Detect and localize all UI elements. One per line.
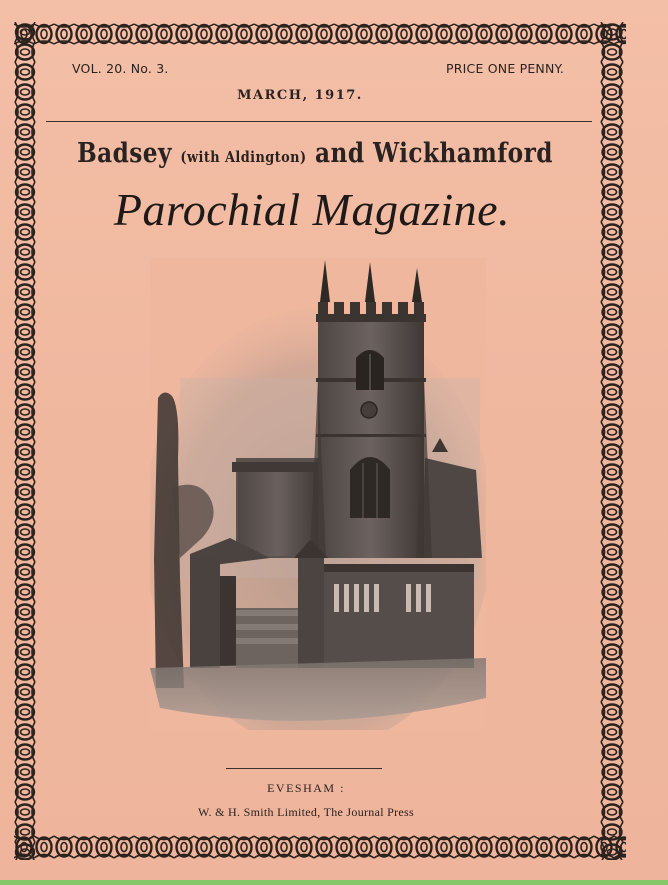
scan-edge-strip: [0, 880, 668, 885]
title-parish-a: Badsey: [77, 138, 172, 169]
church-illustration-svg: [150, 258, 486, 730]
ornament-right-svg: [598, 22, 626, 860]
title-aside: (with Aldington): [180, 148, 307, 166]
ornamental-border-left: [12, 22, 38, 860]
ornamental-border-top: [14, 20, 626, 48]
volume-number: VOL. 20. No. 3.: [72, 61, 169, 76]
title-parish-b: Wickhamford: [373, 138, 553, 169]
ornamental-border-bottom: [14, 832, 626, 862]
ornament-bottom-svg: [14, 832, 626, 862]
imprint-city: EVESHAM :: [267, 781, 345, 795]
ornament-left-svg: [12, 22, 38, 860]
divider-rule-bottom: [226, 768, 382, 769]
magazine-subtitle: Parochial Magazine.: [113, 184, 511, 235]
title-connector: and: [315, 138, 365, 169]
church-photograph: [150, 258, 486, 730]
ornamental-border-right: [598, 22, 626, 860]
price-label: PRICE ONE PENNY.: [446, 61, 564, 76]
divider-rule-top: [46, 121, 592, 122]
imprint-printer: W. & H. Smith Limited, The Journal Press: [198, 805, 414, 819]
ornament-top-svg: [14, 20, 626, 48]
magazine-title-line: [44, 138, 586, 169]
issue-date: MARCH, 1917.: [237, 88, 363, 103]
